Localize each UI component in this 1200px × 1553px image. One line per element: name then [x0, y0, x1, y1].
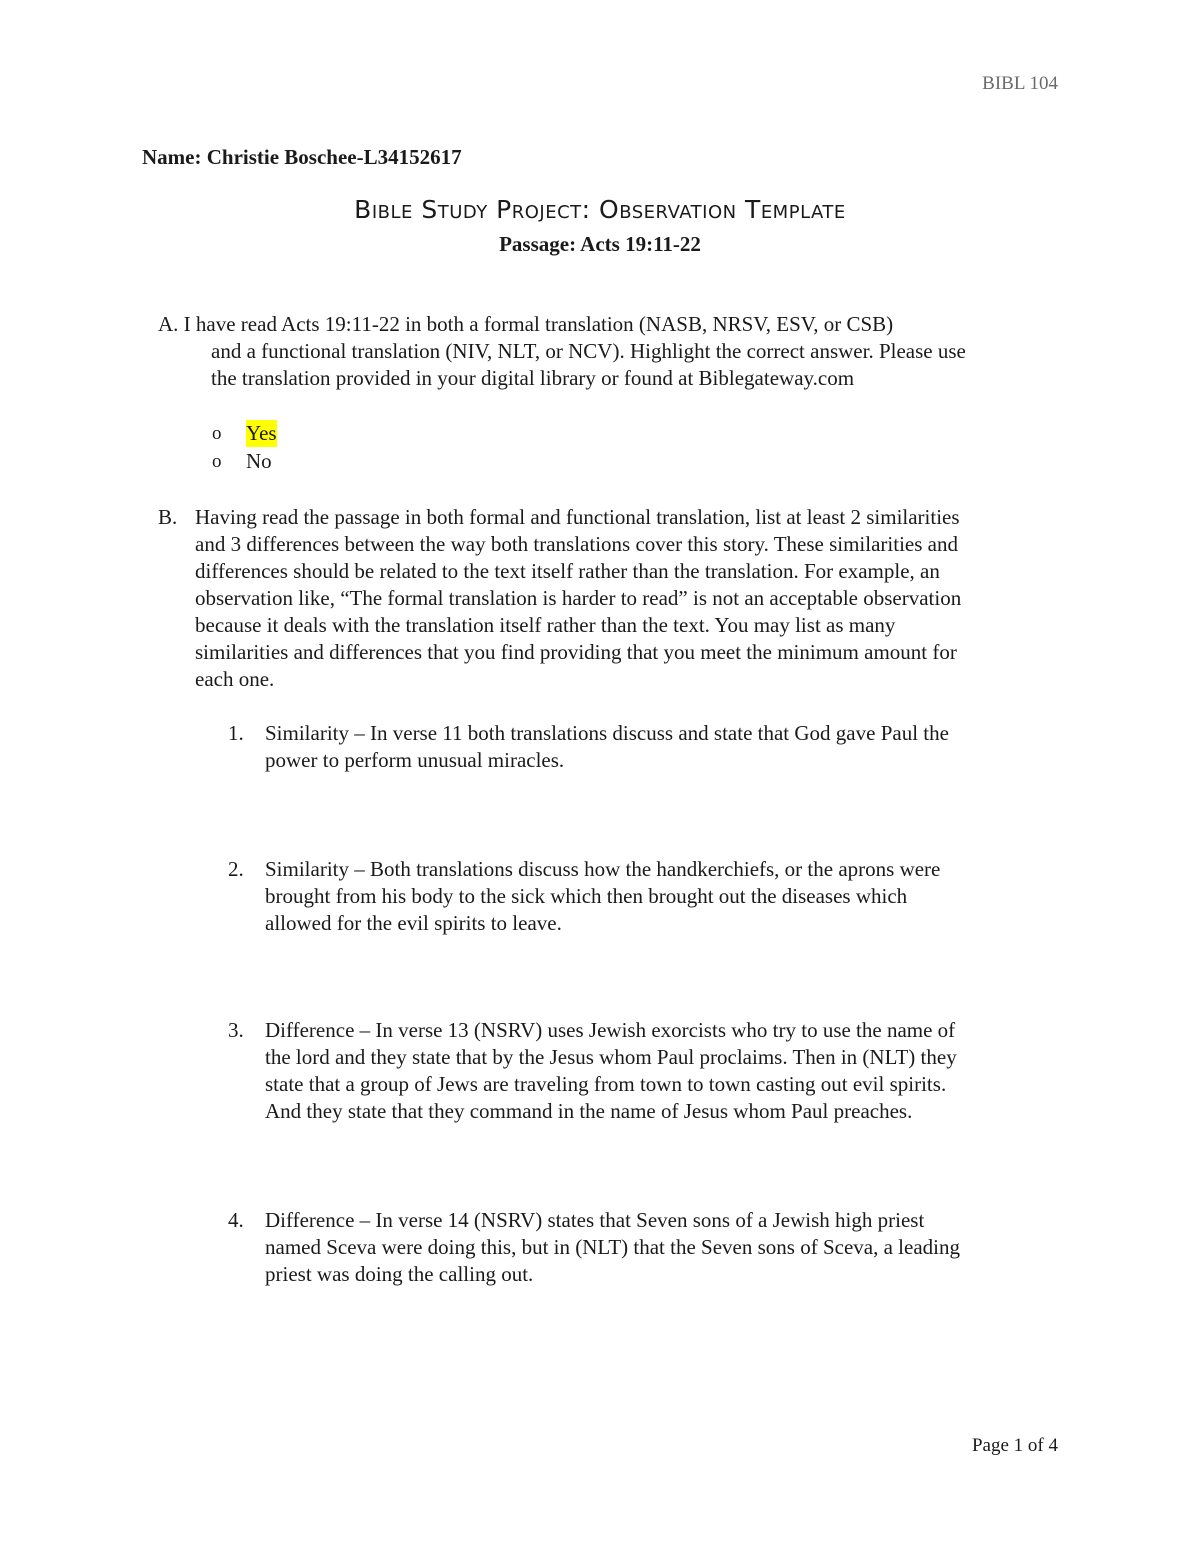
observation-1 — [228, 720, 1078, 774]
bullet-icon: o — [212, 450, 222, 472]
observation-text: Difference – In verse 14 (NSRV) states that Seven sons of a Jewish high priest named Sceva were doing this, but in (NLT) that the Seven sons of Sceva, a leading priest was doing the calling out. — [265, 1208, 960, 1286]
observation-text: Difference – In verse 13 (NSRV) uses Jewish exorcists who try to use the name of the lord and they state that by the Jesus whom Paul proclaims. Then in (NLT) they state that a group of Jews are traveling from town to town casting out evil spirits. And they state that they command in the name of Jesus whom Paul preaches. — [265, 1018, 957, 1123]
observation-number: 4. — [228, 1208, 244, 1232]
observation-4 — [228, 1207, 1078, 1288]
section-b-line: each one. — [195, 667, 275, 691]
page-number: Page 1 of 4 — [971, 1435, 1058, 1456]
observation-3 — [228, 1017, 1078, 1125]
course-code-header: BIBL 104 — [982, 73, 1058, 94]
section-a-line-2: and a functional translation (NIV, NLT, or NCV). Highlight the correct answer. Please use — [211, 339, 966, 363]
section-a-marker: A. — [158, 312, 179, 336]
section-b-line: Having read the passage in both formal and functional translation, list at least 2 similarities — [195, 505, 960, 529]
section-a-line-1: A. I have read Acts 19:11-22 in both a formal translation (NASB, NRSV, ESV, or CSB) — [158, 312, 894, 336]
observation-2 — [228, 856, 1078, 937]
observation-number: 3. — [228, 1018, 244, 1042]
document-title: Bible Study Project: Observation Template — [354, 195, 846, 224]
section-b — [158, 504, 1078, 693]
section-b-line: similarities and differences that you find providing that you meet the minimum amount for — [195, 640, 957, 664]
passage-reference: Passage: Acts 19:11-22 — [499, 232, 701, 256]
section-a — [158, 311, 1078, 392]
option-no-label: No — [246, 448, 272, 473]
section-b-marker: B. — [158, 505, 178, 529]
section-b-line: observation like, “The formal translation is harder to read” is not an acceptable observation — [195, 586, 962, 610]
section-b-line: because it deals with the translation itself rather than the text. You may list as many — [195, 613, 896, 637]
option-yes[interactable] — [212, 419, 277, 447]
bullet-icon: o — [212, 422, 222, 444]
section-a-line-3: the translation provided in your digital library or found at Biblegateway.com — [211, 366, 855, 390]
section-b-line: and 3 differences between the way both translations cover this story. These similarities and — [195, 532, 958, 556]
option-yes-label: Yes — [246, 420, 277, 445]
section-b-line: differences should be related to the text itself rather than the translation. For example, an — [195, 559, 940, 583]
answer-options — [212, 419, 277, 475]
observation-text: Similarity – In verse 11 both translations discuss and state that God gave Paul the power to perform unusual miracles. — [265, 721, 949, 772]
observation-text: Similarity – Both translations discuss how the handkerchiefs, or the aprons were brought from his body to the sick which then brought out the diseases which allowed for the evil spirits to leave. — [265, 857, 941, 935]
observation-number: 1. — [228, 721, 244, 745]
student-name: Name: Christie Boschee-L34152617 — [142, 145, 462, 169]
option-no[interactable] — [212, 447, 277, 475]
section-b-instructions — [195, 504, 1065, 693]
observation-number: 2. — [228, 857, 244, 881]
